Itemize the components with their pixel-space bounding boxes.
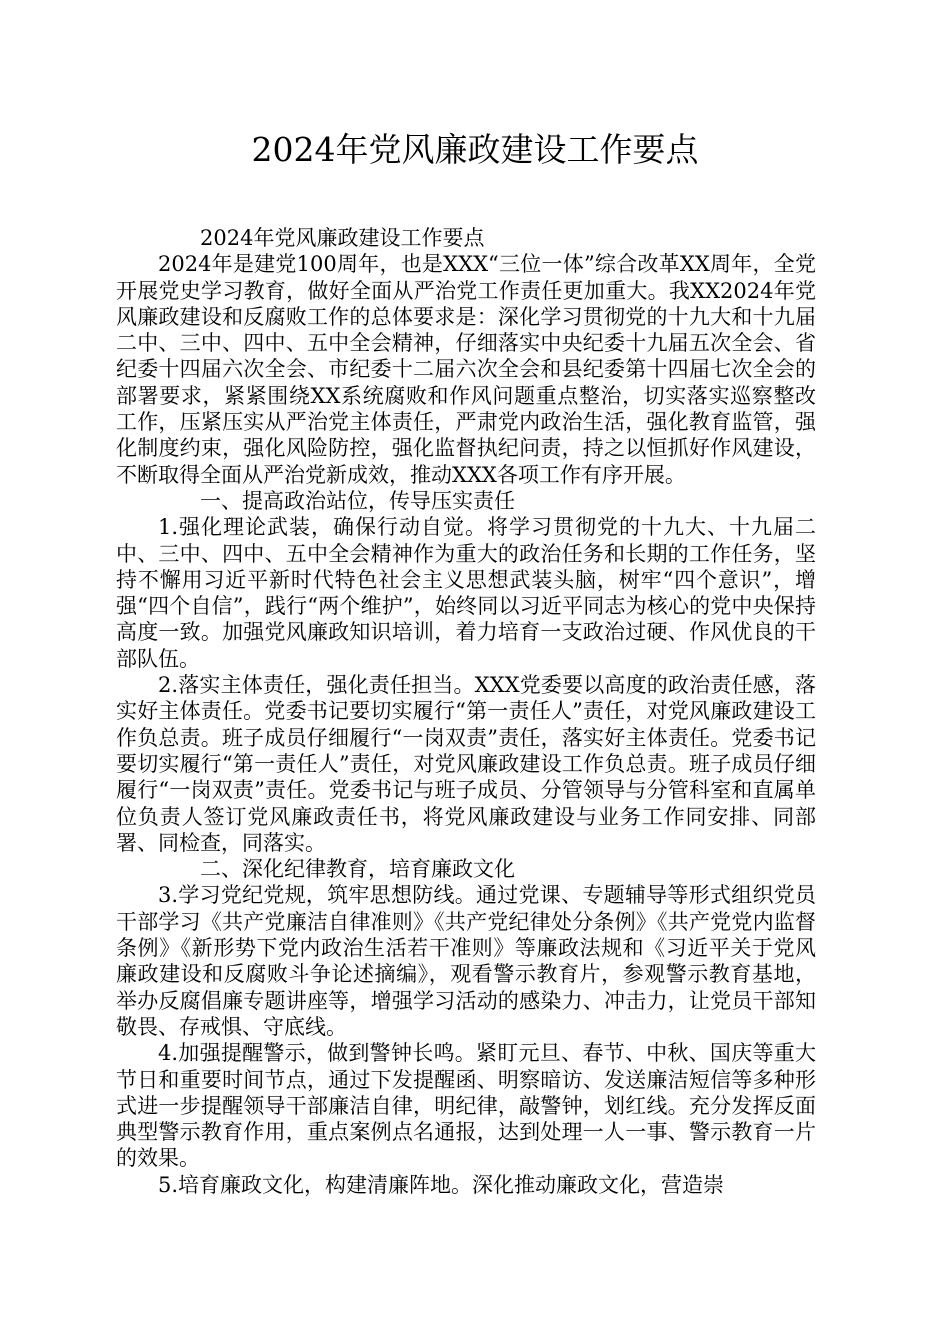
paragraph-item-2: 2.落实主体责任，强化责任担当。XXX党委要以高度的政治责任感，落实好主体责任。党委书记要切实履行“第一责任人”责任，对党风廉政建设工作负总责。班子成员仔细履行“一岗双责”责任，落实好主体责任。党委书记要切实履行“第一责任人”责任，对党风廉政建设工作负总责。班子成员仔细履行“一岗双责”责任。党委书记与班子成员、分管领导与分管科室和直属单位负责人签订党风廉政责任书，将党风廉政建设与业务工作同安排、同部署、同检查，同落实。 [116,673,816,855]
intro-paragraph: 2024年是建党100周年，也是XXX“三位一体”综合改革XX周年，全党开展党史学习教育，做好全面从严治党工作责任更加重大。我XX2024年党风廉政建设和反腐败工作的总体要求是：深化学习贯彻党的十九大和十九届二中、三中、四中、五中全会精神，仔细落实中央纪委十九届五次全会、省纪委十四届六次全会、市纪委十二届六次全会和县纪委第十四届七次全会的部署要求，紧紧围绕XX系统腐败和作风问题重点整治，切实落实巡察整改工作，压紧压实从严治党主体责任，严肃党内政治生活，强化教育监管，强化制度约束，强化风险防控，强化监督执纪问责，持之以恒抓好作风建设，不断取得全面从严治党新成效，推动XXX各项工作有序开展。 [116,252,816,487]
section-heading-1: 一、提高政治站位，传导压实责任 [200,488,515,513]
paragraph-item-5: 5.培育廉政文化，构建清廉阵地。深化推动廉政文化，营造崇 [158,1172,725,1197]
document-title: 2024年党风廉政建设工作要点 [251,130,699,169]
paragraph-item-4: 4.加强提醒警示，做到警钟长鸣。紧盯元旦、春节、中秋、国庆等重大节日和重要时间节点，通过下发提醒函、明察暗访、发送廉洁短信等多种形式进一步提醒领导干部廉洁自律，明纪律，敲警钟，划红线。充分发挥反面典型警示教育作用，重点案例点名通报，达到处理一人一事、警示教育一片的效果。 [116,1041,816,1171]
paragraph-item-3: 3.学习党纪党规，筑牢思想防线。通过党课、专题辅导等形式组织党员干部学习《共产党廉洁自律准则》《共产党纪律处分条例》《共产党党内监督条例》《新形势下党内政治生活若干准则》等廉政法规和《习近平关于党风廉政建设和反腐败斗争论述摘编》，观看警示教育片，参观警示教育基地，举办反腐倡廉专题讲座等，增强学习活动的感染力、冲击力，让党员干部知敬畏、存戒惧、守底线。 [116,883,816,1039]
section-heading-2: 二、深化纪律教育，培育廉政文化 [200,857,515,882]
subtitle-paragraph: 2024年党风廉政建设工作要点 [200,226,485,250]
document-body [116,225,816,1198]
paragraph-item-1: 1.强化理论武装，确保行动自觉。将学习贯彻党的十九大、十九届二中、三中、四中、五中全会精神作为重大的政治任务和长期的工作任务，坚持不懈用习近平新时代特色社会主义思想武装头脑，树牢“四个意识”，增强“四个自信”，践行“两个维护”，始终同以习近平同志为核心的党中央保持高度一致。加强党风廉政知识培训，着力培育一支政治过硬、作风优良的干部队伍。 [116,515,816,671]
